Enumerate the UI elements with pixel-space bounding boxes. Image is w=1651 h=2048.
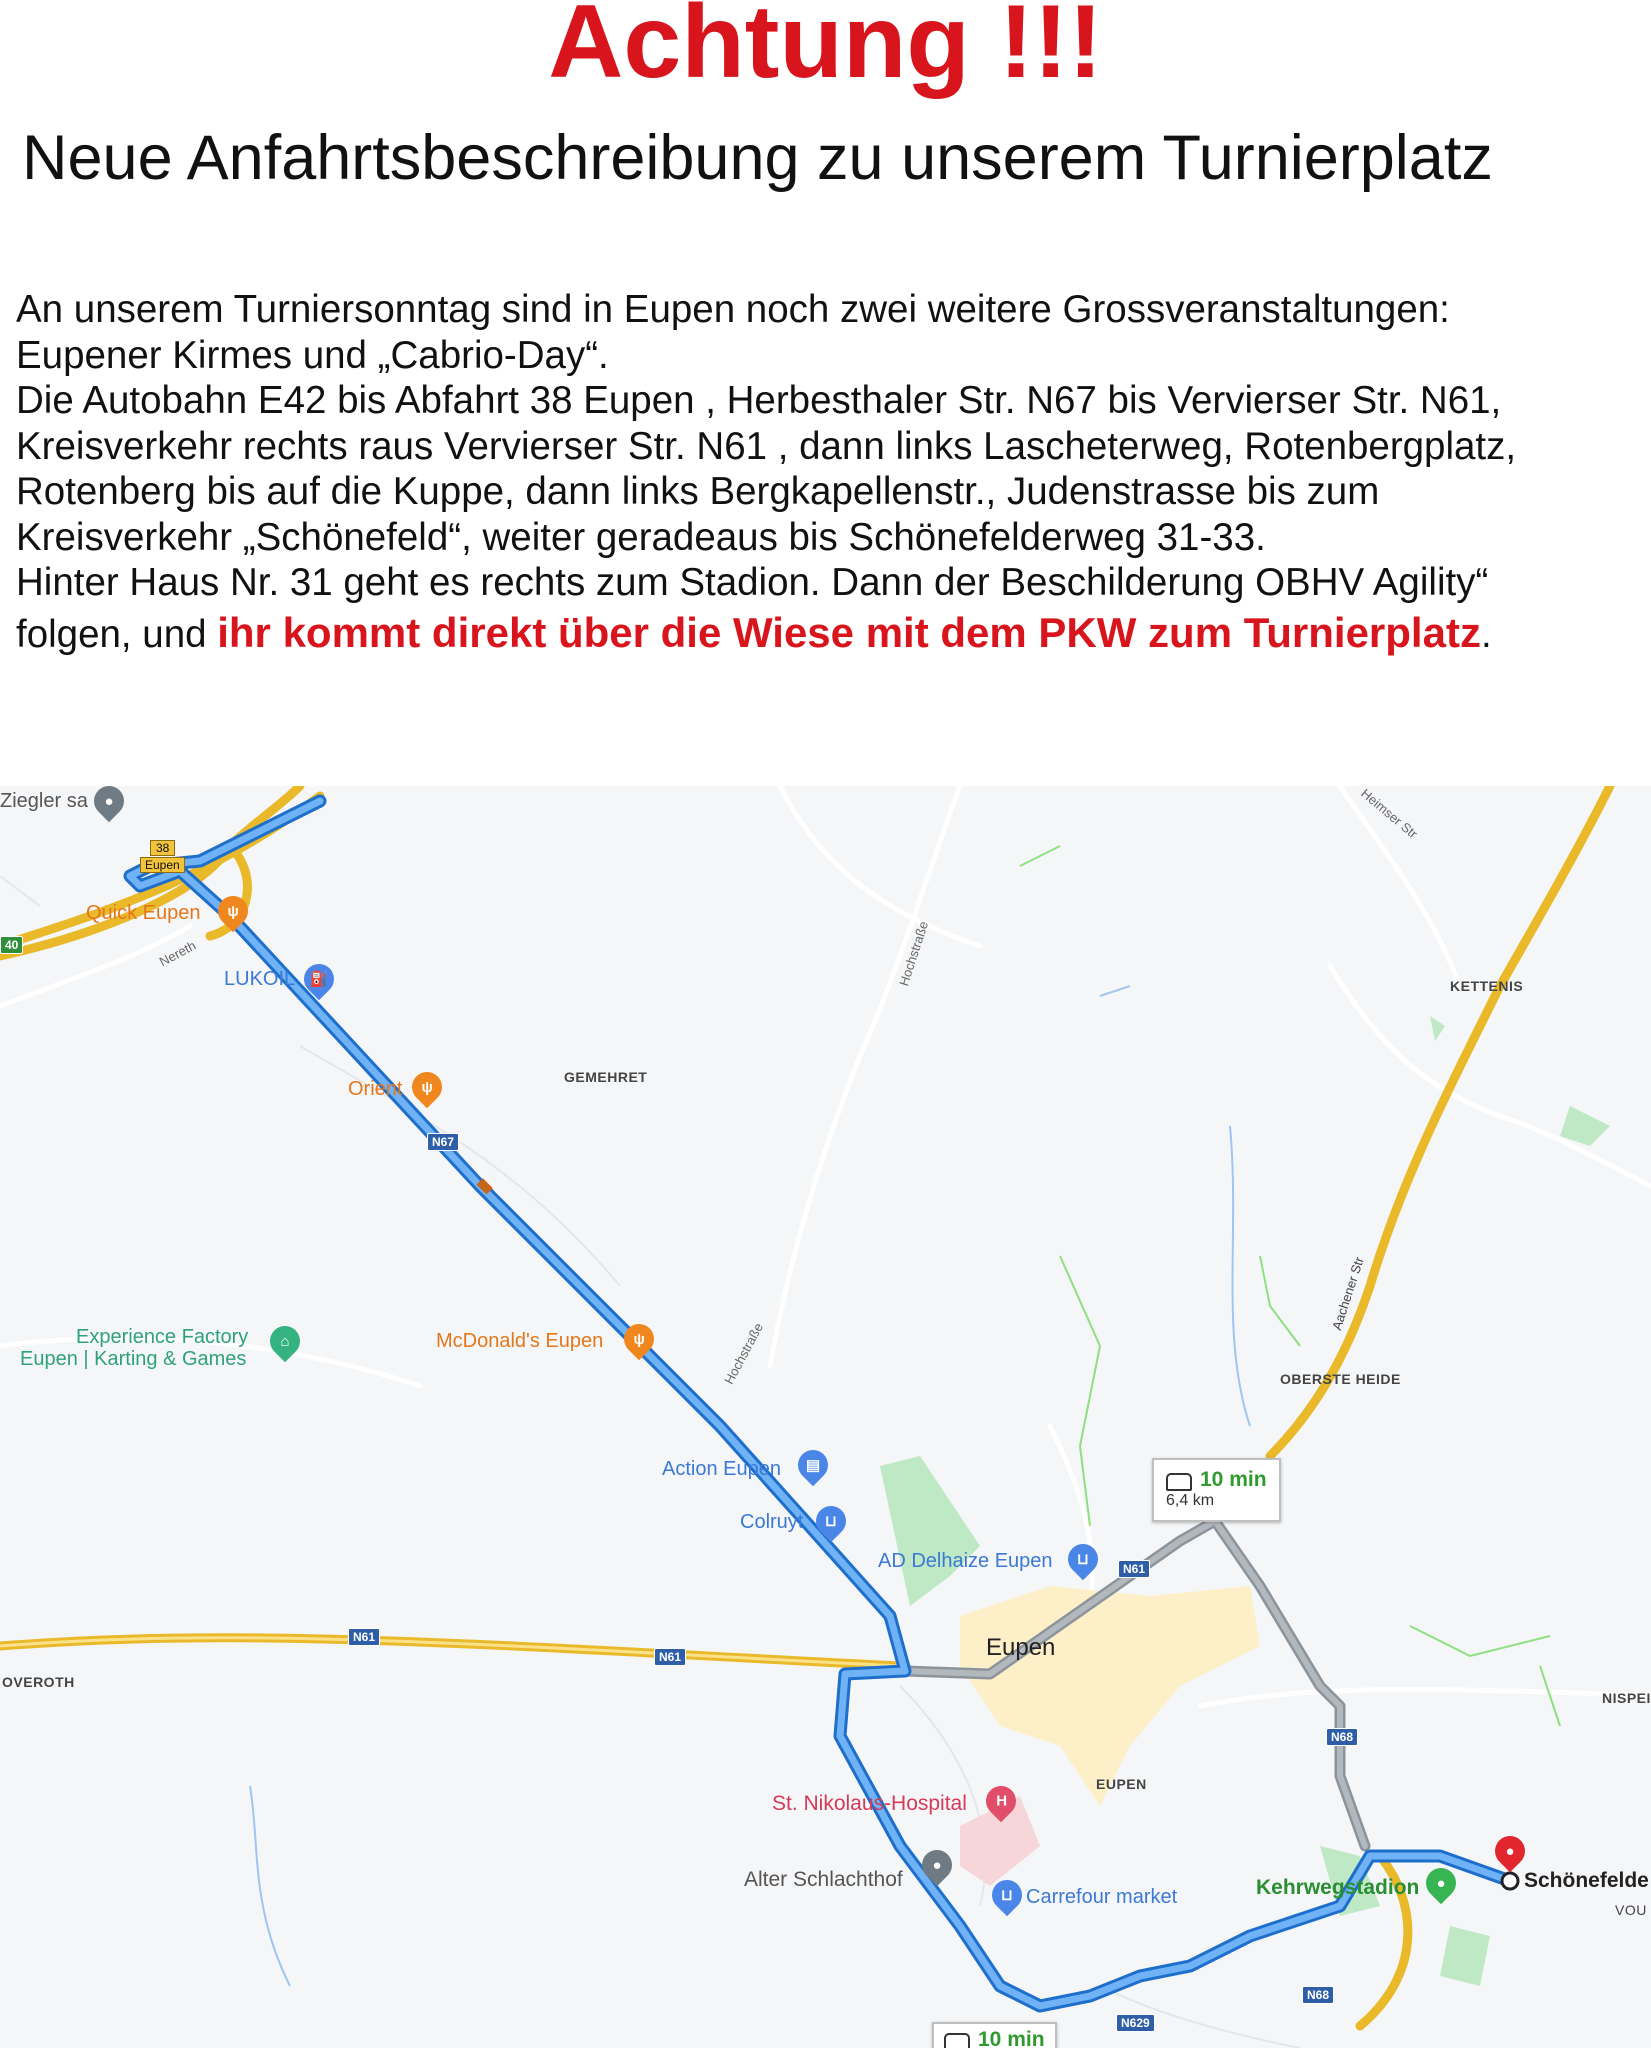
main-route-outline [130, 801, 1510, 2006]
map-pin-icon[interactable]: ● [916, 1844, 958, 1886]
exit-name-badge: Eupen [140, 857, 185, 873]
street-hochstrasse: Hochstraße [896, 919, 932, 988]
cart-icon[interactable]: ⊔ [810, 1500, 852, 1542]
directions-line-final [16, 610, 1646, 658]
poi-alter-schlachthof[interactable]: Alter Schlachthof [744, 1868, 903, 1891]
area-overoth: OVEROTH [2, 1674, 75, 1690]
road-shield-n67: N67 [427, 1133, 459, 1151]
poi-carrefour[interactable]: Carrefour market [1026, 1886, 1178, 1908]
area-nispert: NISPEI [1602, 1690, 1651, 1706]
restaurant-icon[interactable]: ψ [212, 890, 254, 932]
area-vout: VOU [1615, 1902, 1647, 1918]
poi-delhaize[interactable]: AD Delhaize Eupen [878, 1550, 1053, 1572]
car-icon [1166, 1473, 1192, 1491]
exit-number-badge: 38 [150, 840, 175, 856]
road-shield-n61: N61 [1118, 1560, 1150, 1578]
directions-line: An unserem Turniersonntag sind in Eupen noch zwei weitere Grossveranstaltungen: [16, 288, 1450, 331]
directions-line: Kreisverkehr rechts raus Vervierser Str. N61 , dann links Lascheterweg, Rotenbergplatz, [16, 424, 1517, 468]
cart-icon[interactable]: ⊔ [986, 1874, 1028, 1916]
poi-ziegler[interactable]: Ziegler sa [0, 790, 88, 812]
area-kettenis: KETTENIS [1450, 978, 1524, 994]
alternate-route-time: 10 min [978, 2028, 1045, 2048]
alternate-route-info-box[interactable] [932, 2022, 1057, 2048]
directions-prefix: folgen, und [16, 612, 218, 656]
poi-lukoil[interactable]: LUKOIL [224, 968, 296, 990]
road-shield-n61: N61 [654, 1648, 686, 1666]
city-eupen: Eupen [986, 1634, 1056, 1661]
street-nereth: Nereth [156, 937, 199, 970]
area-oberste-heide: OBERSTE HEIDE [1280, 1371, 1401, 1387]
road-shield-n68: N68 [1302, 1986, 1334, 2004]
car-icon [944, 2033, 970, 2048]
waterways [250, 986, 1250, 1986]
page-title: Achtung !!! [548, 0, 1103, 100]
poi-hospital[interactable]: St. Nikolaus-Hospital [772, 1792, 967, 1815]
directions-line: Rotenberg bis auf die Kuppe, dann links Bergkapellenstr., Judenstrasse bis zum [16, 470, 1380, 513]
road-shield-n629: N629 [1116, 2014, 1155, 2032]
directions-suffix: . [1480, 612, 1492, 656]
poi-mcdonalds[interactable]: McDonald's Eupen [436, 1330, 604, 1352]
poi-kehrwegstadion[interactable]: Kehrwegstadion [1256, 1876, 1420, 1899]
shopping-icon[interactable]: ▤ [792, 1444, 834, 1486]
town-center [960, 1586, 1260, 1806]
route-time: 10 min [1200, 1468, 1267, 1491]
destination-pin-icon[interactable]: ● [1489, 1830, 1531, 1872]
highway-shield-e40: 40 [0, 936, 23, 954]
directions-line: Kreisverkehr „Schönefeld“, weiter geradeaus bis Schönefelderweg 31-33. [16, 515, 1266, 559]
poi-action-eupen[interactable]: Action Eupen [662, 1458, 781, 1480]
attraction-icon[interactable]: ⌂ [264, 1320, 306, 1362]
restaurant-icon[interactable]: ψ [406, 1066, 448, 1108]
directions-text [16, 287, 1646, 657]
stadium-icon[interactable]: ● [1420, 1862, 1462, 1904]
poi-colruyt[interactable]: Colruyt [740, 1511, 804, 1533]
directions-highlight: ihr kommt direkt über die Wiese mit dem PKW zum Turnierplatz [217, 608, 1481, 656]
road-shield-n61: N61 [348, 1628, 380, 1646]
area-eupen: EUPEN [1096, 1776, 1147, 1792]
route-map[interactable] [0, 786, 1651, 2048]
directions-line: Eupener Kirmes und „Cabrio-Day“. [16, 333, 609, 377]
restaurant-icon[interactable]: ψ [618, 1318, 660, 1360]
map-pin-icon[interactable]: ● [88, 786, 130, 822]
poi-orient[interactable]: Orient [348, 1078, 403, 1100]
hospital-icon[interactable]: H [980, 1780, 1022, 1822]
directions-line: Hinter Haus Nr. 31 geht es rechts zum Stadion. Dann der Beschilderung OBHV Agility“ [16, 561, 1489, 604]
road-shield-n68: N68 [1326, 1728, 1358, 1746]
destination-label[interactable]: Schönefelde [1524, 1869, 1649, 1892]
minor-streets [0, 786, 1651, 1706]
cart-icon[interactable]: ⊔ [1062, 1538, 1104, 1580]
street-heimser: Heimser Str [1358, 786, 1421, 842]
main-route [130, 801, 1510, 2006]
route-distance: 6,4 km [1166, 1492, 1215, 1509]
faint-streets [0, 876, 1300, 2048]
destination-dot [1502, 1873, 1518, 1889]
page-subtitle: Neue Anfahrtsbeschreibung zu unserem Turnierplatz [22, 123, 1493, 193]
street-hochstrasse-south: Hochstraße [721, 1320, 766, 1387]
street-aachener: Aachener Str [1329, 1255, 1367, 1332]
poi-experience-factory[interactable]: Experience Factory [76, 1326, 249, 1348]
poi-quick-eupen[interactable]: Quick Eupen [86, 902, 201, 924]
route-info-box[interactable] [1152, 1458, 1281, 1522]
area-gemehret: GEMEHRET [564, 1069, 648, 1085]
gas-station-icon[interactable]: ⛽ [298, 958, 340, 1000]
poi-experience-factory-sub[interactable]: Eupen | Karting & Games [20, 1348, 247, 1370]
directions-line: Die Autobahn E42 bis Abfahrt 38 Eupen , Herbesthaler Str. N67 bis Vervierser Str. N61, [16, 379, 1502, 422]
